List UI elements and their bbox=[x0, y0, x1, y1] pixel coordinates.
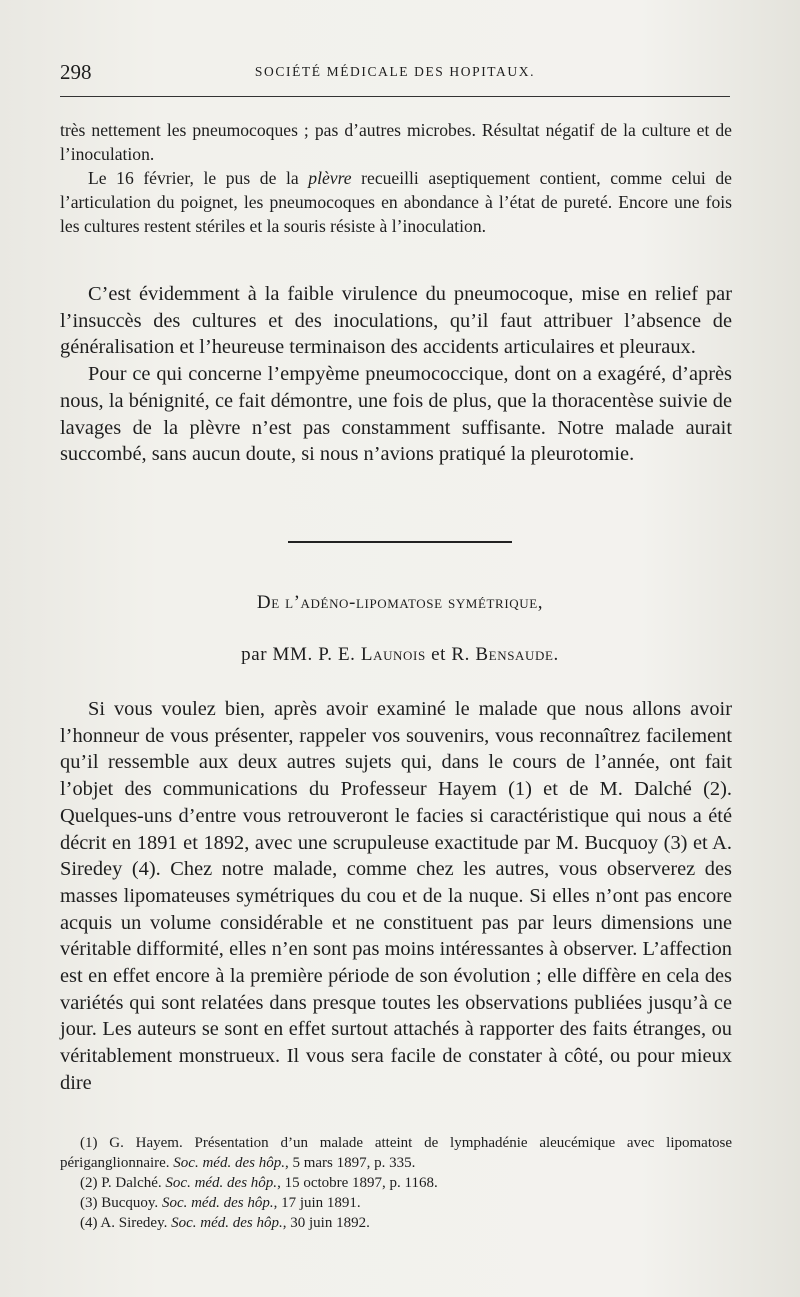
case-report-text bbox=[60, 118, 732, 238]
conclusion-text bbox=[60, 281, 732, 468]
footnote-1: (1) G. Hayem. Présentation d’un malade atteint de lymphadénie aleucémique avec lipomatose périganglionnaire. Soc. méd. des hôp., 5 mars 1897, p. 335. bbox=[60, 1135, 732, 1171]
footnote-2: (2) P. Dalché. Soc. méd. des hôp., 15 octobre 1897, p. 1168. bbox=[80, 1175, 438, 1191]
footnote-4: (4) A. Siredey. Soc. méd. des hôp., 30 juin 1892. bbox=[80, 1215, 370, 1231]
section-separator bbox=[288, 541, 512, 543]
footnote-3: (3) Bucquoy. Soc. méd. des hôp., 17 juin 1891. bbox=[80, 1195, 361, 1211]
page-header bbox=[60, 60, 730, 84]
paragraph-cultures: très nettement les pneumocoques ; pas d’autres microbes. Résultat négatif de la culture et de l’inoculation. bbox=[60, 120, 732, 164]
paragraph-virulence: C’est évidemment à la faible virulence du pneumocoque, mise en relief par l’insuccès des cultures et des inoculations, qu’il faut attribuer l’absence de généralisation et l’heureuse terminaison des accidents articulaires et pleuraux. bbox=[60, 283, 732, 359]
article-authors: par MM. P. E. Launois et R. Bensaude. bbox=[241, 644, 559, 665]
footnotes bbox=[60, 1133, 732, 1233]
author-bensaude: Bensaude bbox=[475, 644, 554, 665]
paragraph-empyema: Pour ce qui concerne l’empyème pneumococcique, dont on a exagéré, d’après nous, la bénignité, ce fait démontre, une fois de plus, que la thoracentèse suivie de lavages de la plèvre n’est pas constamment suffisante. Notre malade aurait succombé, sans aucun doute, si nous n’avions pratiqué la pleurotomie. bbox=[60, 363, 732, 466]
article-title: De l’adéno-lipomatose symétrique, bbox=[256, 592, 544, 613]
article-body bbox=[60, 696, 732, 1097]
paragraph-adeno-lipomatose: Si vous voulez bien, après avoir examiné le malade que nous allons avoir l’honneur de vous présenter, rappeler vos souvenirs, vous reconnaîtrez facilement qu’il ressemble aux deux autres sujets qui, dans le cours de l’année, ont fait l’objet des communications du Professeur Hayem (1) et de M. Dalché (2). Quelques-uns d’entre vous retrouveront le facies si caractéristique qui nous a été décrit en 1891 et 1892, avec une scrupuleuse exactitude par M. Bucquoy (3) et A. Siredey (4). Chez notre malade, comme chez les autres, vous observerez des masses lipomateuses symétriques du cou et de la nuque. Si elles n’ont pas encore acquis un volume considérable et ne constituent pas par leurs dimensions une véritable difformité, elles n’en sont pas moins intéressantes à observer. L’affection est en effet encore à la première période de son évolution ; elle diffère en cela des variétés qui sont relatées dans presque toutes les observations publiées jusqu’à ce jour. Les auteurs se sont en effet surtout attachés à rapporter des faits étranges, ou véritablement monstrueux. Il vous sera facile de constater à côté, ou pour mieux dire bbox=[60, 698, 732, 1094]
page-number: 298 bbox=[60, 60, 92, 84]
header-rule bbox=[60, 96, 730, 97]
paragraph-pleural-pus: Le 16 février, le pus de la plèvre recueilli aseptiquement contient, comme celui de l’articulation du poignet, les pneumocoques en abondance à l’état de pureté. Encore une fois les cultures restent stériles et la souris résiste à l’inoculation. bbox=[60, 168, 732, 236]
emphasis-plevre: plèvre bbox=[308, 168, 352, 188]
running-title: SOCIÉTÉ MÉDICALE DES HOPITAUX. bbox=[254, 64, 536, 79]
author-launois: Launois bbox=[360, 644, 426, 665]
